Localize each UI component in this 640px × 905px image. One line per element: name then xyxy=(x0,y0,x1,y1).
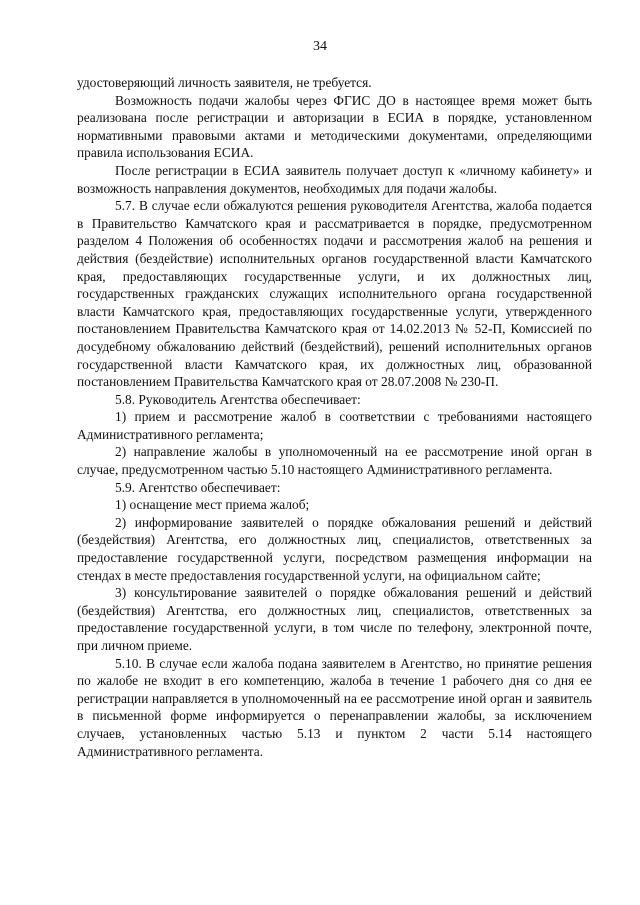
document-body xyxy=(77,74,592,760)
paragraph-5-10: 5.10. В случае если жалоба подана заявителем в Агентство, но принятие решения по жалобе не входит в его компетенцию, жалоба в течение 1 рабочего дня со дня ее регистрации направляется в уполномоченный на ее рассмотрение иной орган и заявитель в письменной форме информируется о перенаправлении жалобы, за исключением случаев, установленных частью 5.13 и пунктом 2 части 5.14 настоящего Административного регламента. xyxy=(77,655,592,759)
paragraph-continuation: удостоверяющий личность заявителя, не требуется. xyxy=(77,75,372,90)
page-number: 34 xyxy=(313,39,327,54)
paragraph-5-8: 5.8. Руководитель Агентства обеспечивает: xyxy=(115,391,361,407)
paragraph-fgis-do: Возможность подачи жалобы через ФГИС ДО в настоящее время может быть реализована после регистрации и авторизации в ЕСИА в порядке, установленном нормативными правовыми актами и методическими документами, определяющими правила использования ЕСИА. xyxy=(77,92,592,161)
paragraph-5-8-item-1: 1) прием и рассмотрение жалоб в соответствии с требованиями настоящего Административного регламента; xyxy=(77,409,592,442)
paragraph-esia-registration: После регистрации в ЕСИА заявитель получает доступ к «личному кабинету» и возможность направления документов, необходимых для подачи жалобы. xyxy=(77,162,592,196)
paragraph-5-7: 5.7. В случае если обжалуются решения руководителя Агентства, жалоба подается в Правительство Камчатского края и рассматривается в порядке, предусмотренном разделом 4 Положения об особенностях подачи и рассмотрения жалоб на решения и действия (бездействие) исполнительных органов государственной власти Камчатского края, предоставляющих государственные услуги, и их должностных лиц, государственных гражданских служащих исполнительного органа государственной власти Камчатского края, предоставляющих государственные услуги, утвержденного постановлением Правительства Камчатского края от 14.02.2013 № 52-П, Комиссией по досудебному обжалованию действий (бездействий), решений исполнительных органов государственной власти Камчатского края, их должностных лиц, образованной постановлением Правительства Камчатского края от 28.07.2008 № 230-П. xyxy=(77,198,592,390)
paragraph-5-8-item-2: 2) направление жалобы в уполномоченный на ее рассмотрение иной орган в случае, предусмотренном частью 5.10 настоящего Административного регламента. xyxy=(77,444,592,478)
paragraph-5-9-item-1: 1) оснащение мест приема жалоб; xyxy=(115,497,310,513)
paragraph-5-9: 5.9. Агентство обеспечивает: xyxy=(115,479,281,495)
paragraph-5-9-item-2: 2) информирование заявителей о порядке обжалования решений и действий (бездействия) Агентства, его должностных лиц, специалистов, ответственных за предоставление государственной услуги, посредством размещения информации на стендах в месте предоставления государственной услуги, на официальном сайте; xyxy=(77,514,592,583)
paragraph-5-9-item-3: 3) консультирование заявителей о порядке обжалования решений и действий (бездействия) Агентства, его должностных лиц, специалистов, ответственных за предоставление государственной услуги, в том числе по телефону, электронной почте, при личном приеме. xyxy=(77,585,592,653)
